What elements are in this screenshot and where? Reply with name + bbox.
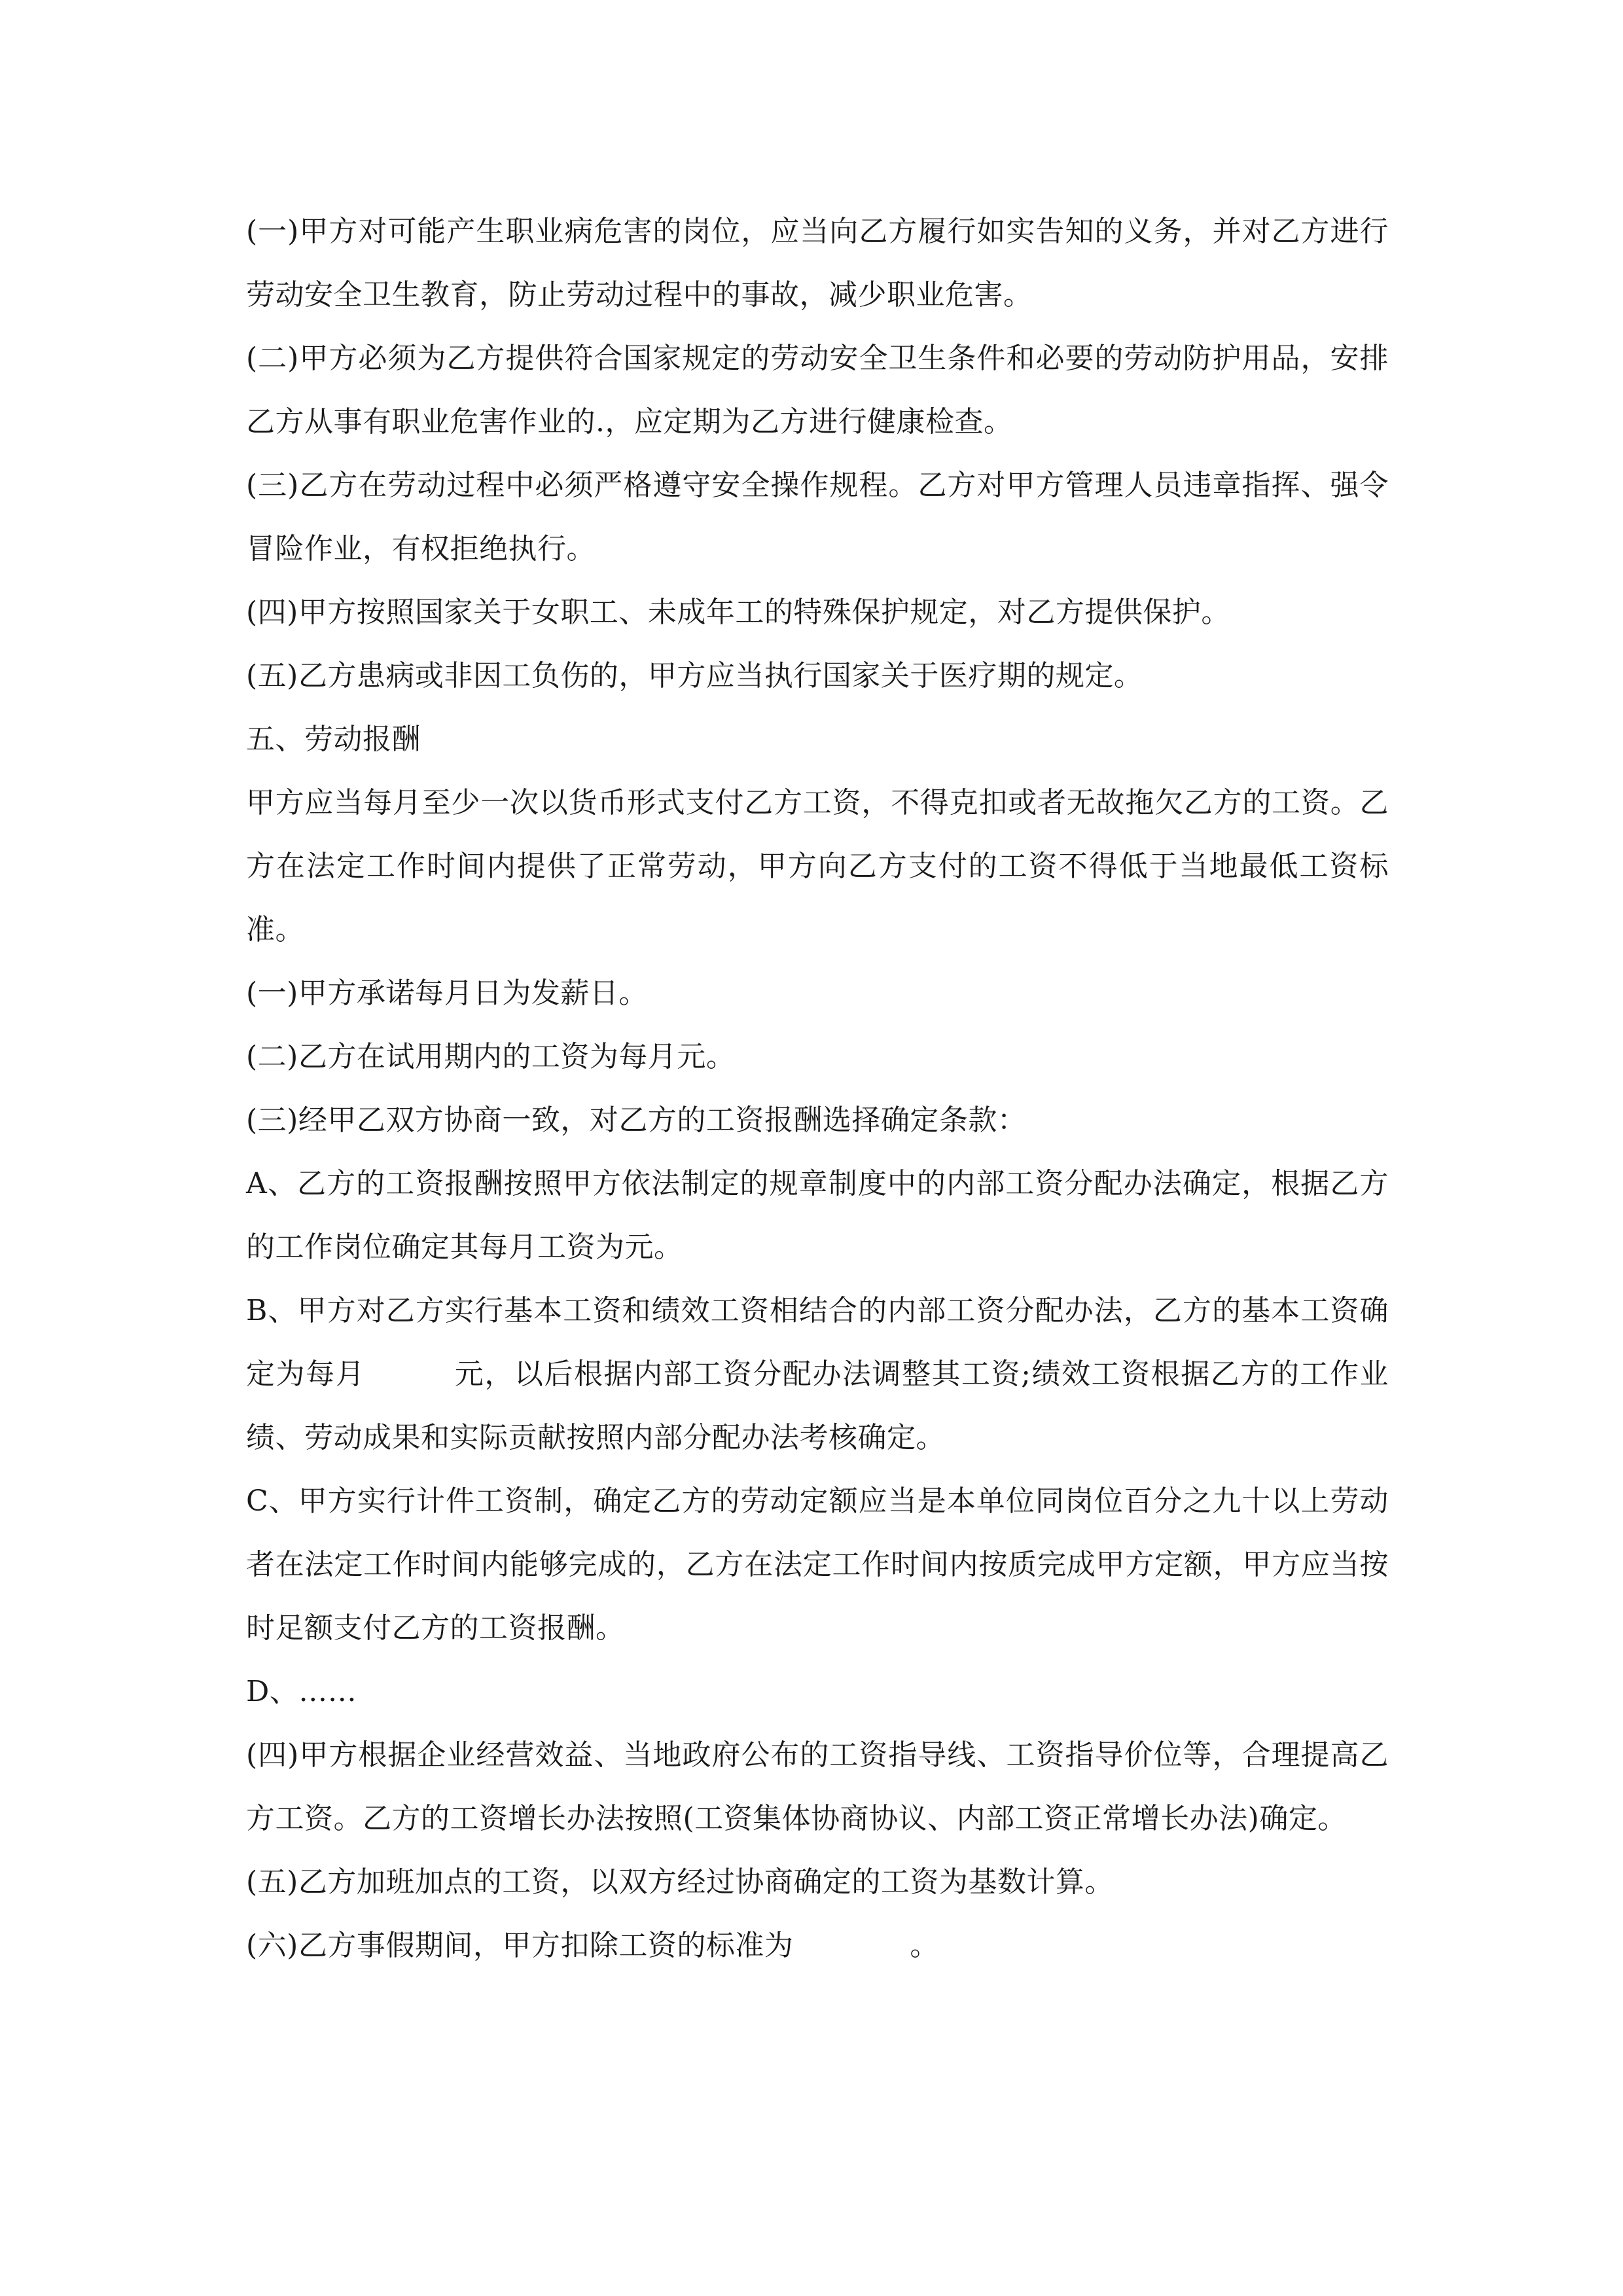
clause-paragraph: B、甲方对乙方实行基本工资和绩效工资相结合的内部工资分配办法，乙方的基本工资确定为每月 元，以后根据内部工资分配办法调整其工资;绩效工资根据乙方的工作业绩、劳动成果和实际贡献按照内部分配办法考核确定。 <box>246 1294 1389 1454</box>
document-body <box>246 200 1389 1977</box>
clause-paragraph: D、…… <box>246 1675 357 1708</box>
clause-paragraph: (四)甲方根据企业经营效益、当地政府公布的工资指导线、工资指导价位等，合理提高乙方工资。乙方的工资增长办法按照(工资集体协商协议、内部工资正常增长办法)确定。 <box>246 1738 1389 1835</box>
clause-paragraph: (六)乙方事假期间，甲方扣除工资的标准为 。 <box>246 1929 939 1962</box>
clause-paragraph: (三)乙方在劳动过程中必须严格遵守安全操作规程。乙方对甲方管理人员违章指挥、强令冒险作业，有权拒绝执行。 <box>246 469 1389 565</box>
clause-paragraph: (四)甲方按照国家关于女职工、未成年工的特殊保护规定，对乙方提供保护。 <box>246 596 1230 629</box>
clause-paragraph: 甲方应当每月至少一次以货币形式支付乙方工资，不得克扣或者无故拖欠乙方的工资。乙方在法定工作时间内提供了正常劳动，甲方向乙方支付的工资不得低于当地最低工资标准。 <box>246 786 1389 946</box>
clause-paragraph: (三)经甲乙双方协商一致，对乙方的工资报酬选择确定条款： <box>246 1103 1027 1137</box>
clause-paragraph: (二)乙方在试用期内的工资为每月元。 <box>246 1040 736 1073</box>
section-heading: 五、劳动报酬 <box>246 723 421 756</box>
clause-paragraph: (五)乙方患病或非因工负伤的，甲方应当执行国家关于医疗期的规定。 <box>246 659 1143 692</box>
clause-paragraph: (五)乙方加班加点的工资，以双方经过协商确定的工资为基数计算。 <box>246 1865 1114 1899</box>
clause-paragraph: (一)甲方对可能产生职业病危害的岗位，应当向乙方履行如实告知的义务，并对乙方进行劳动安全卫生教育，防止劳动过程中的事故，减少职业危害。 <box>246 215 1389 312</box>
clause-paragraph: A、乙方的工资报酬按照甲方依法制定的规章制度中的内部工资分配办法确定，根据乙方的工作岗位确定其每月工资为元。 <box>246 1167 1389 1264</box>
clause-paragraph: C、甲方实行计件工资制，确定乙方的劳动定额应当是本单位同岗位百分之九十以上劳动者在法定工作时间内能够完成的，乙方在法定工作时间内按质完成甲方定额，甲方应当按时足额支付乙方的工资报酬。 <box>246 1484 1389 1645</box>
clause-paragraph: (二)甲方必须为乙方提供符合国家规定的劳动安全卫生条件和必要的劳动防护用品，安排乙方从事有职业危害作业的.，应定期为乙方进行健康检查。 <box>246 342 1389 439</box>
clause-paragraph: (一)甲方承诺每月日为发薪日。 <box>246 977 648 1010</box>
